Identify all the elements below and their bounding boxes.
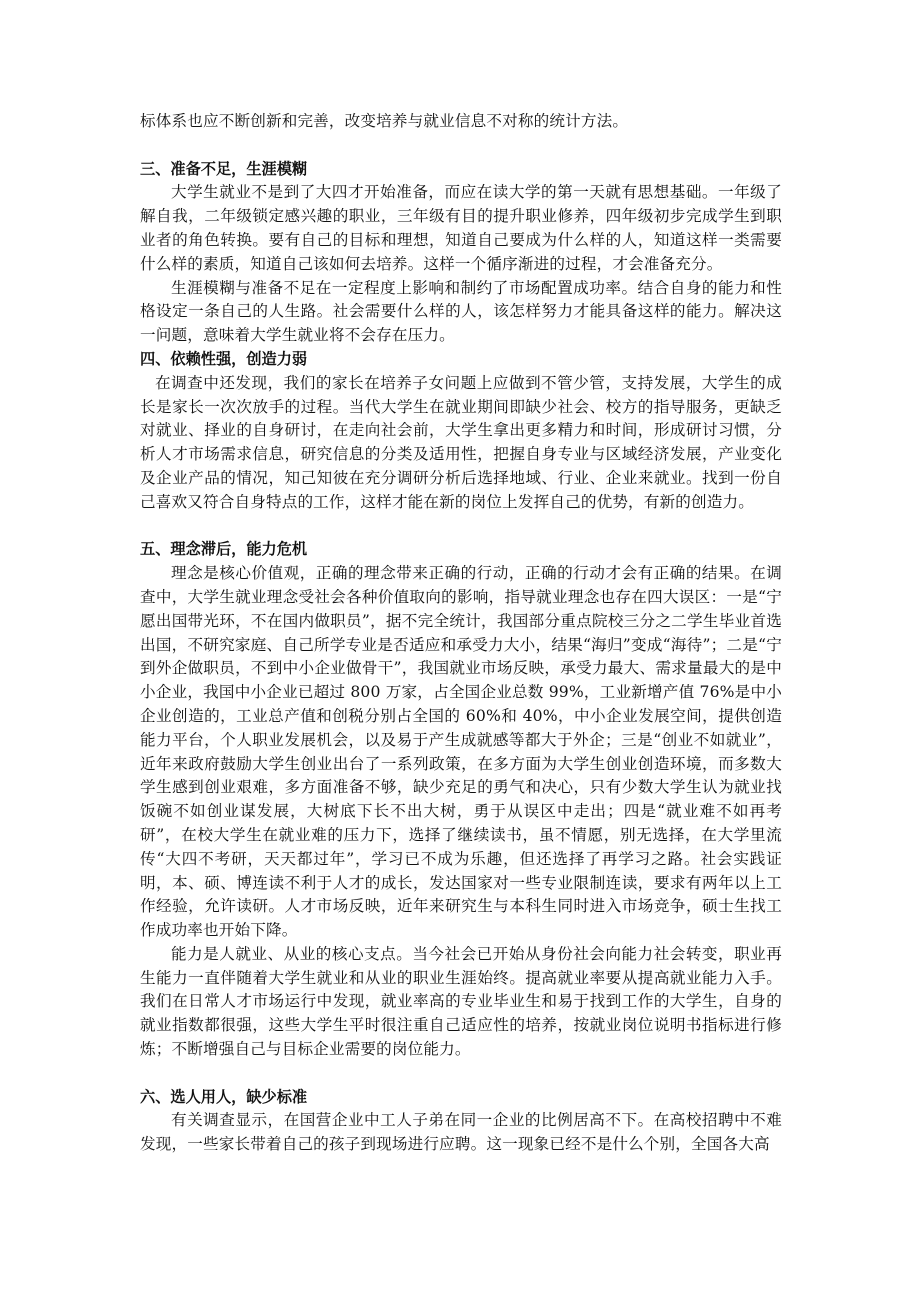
section-5-paragraph-2: 能力是人就业、从业的核心支点。当今社会已开始从身份社会向能力社会转变，职业再生能力一直伴随着大学生就业和从业的职业生涯始终。提高就业率要从提高就业能力入手。我们在日常人才市场运行中发现，就业率高的专业毕业生和易于找到工作的大学生，自身的就业指数都很强，这些大学生平时很注重自己适应性的培养，按就业岗位说明书指标进行修炼；不断增强自己与目标企业需要的岗位能力。 xyxy=(140,944,782,1059)
spacer xyxy=(140,515,782,539)
section-6-paragraph-1: 有关调查显示，在国营企业中工人子弟在同一企业的比例居高不下。在高校招聘中不难发现，一些家长带着自己的孩子到现场进行应聘。这一现象已经不是什么个别，全国各大高 xyxy=(140,1111,782,1154)
document-page xyxy=(140,110,782,1157)
section-5-heading: 五、理念滞后，能力危机 xyxy=(140,540,308,559)
intro-paragraph: 标体系也应不断创新和完善，改变培养与就业信息不对称的统计方法。 xyxy=(140,112,629,130)
section-5-paragraph-1: 理念是核心价值观，正确的理念带来正确的行动，正确的行动才会有正确的结果。在调查中，大学生就业理念受社会各种价值取向的影响，指导就业理念也存在四大误区：一是“宁愿出国带光环，不在国内做职员”，据不完全统计，我国部分重点院校三分之二学生毕业首选出国，不研究家庭、自己所学专业是否适应和承受力大小，结果“海归”变成“海待”；二是“宁到外企做职员，不到中小企业做骨干”，我国就业市场反映，承受力最大、需求量最大的是中小企业，我国中小企业已超过 800 万家，占全国企业总数 99%，工业新增产值 76%是中小企业创造的，工业总产值和创税分别占全国的 60%和 40%，中小企业发展空间，提供创造能力平台，个人职业发展机会，以及易于产生成就感等都大于外企；三是“创业不如就业”，近年来政府鼓励大学生创业出台了一系列政策，在多方面为大学生创业创造环境，而多数大学生感到创业艰难，多方面准备不够，缺少充足的勇气和决心，只有少数大学生认为就业找饭碗不如创业谋发展，大树底下长不出大树，勇于从误区中走出；四是“就业难不如再考研”，在校大学生在就业难的压力下，选择了继续读书，虽不情愿，别无选择，在大学里流传“大四不考研，天天都过年”，学习已不成为乐趣，但还选择了再学习之路。社会实践证明，本、硕、博连读不利于人才的成长，发达国家对一些专业限制连读，要求有两年以上工作经验，允许读研。人才市场反映，近年来研究生与本科生同时进入市场竞争，硕士生找工作成功率也开始下降。 xyxy=(140,564,782,940)
section-3-paragraph-1: 大学生就业不是到了大四才开始准备，而应在读大学的第一天就有思想基础。一年级了解自我，二年级锁定感兴趣的职业，三年级有目的提升职业修养，四年级初步完成学生到职业者的角色转换。要有自己的目标和理想，知道自己要成为什么样的人，知道这样一类需要什么样的素质，知道自己该如何去培养。这样一个循序渐进的过程，才会准备充分。 xyxy=(140,183,782,273)
section-3-heading: 三、准备不足，生涯模糊 xyxy=(140,159,308,178)
section-3-paragraph-2: 生涯模糊与准备不足在一定程度上影响和制约了市场配置成功率。结合自身的能力和性格设定一条自己的人生路。社会需要什么样的人，该怎样努力才能具备这样的能力。解决这一问题，意味着大学生就业将不会存在压力。 xyxy=(140,278,782,345)
section-4-paragraph-1: 在调查中还发现，我们的家长在培养子女问题上应做到不管少管，支持发展，大学生的成长是家长一次次放手的过程。当代大学生在就业期间即缺少社会、校方的指导服务，更缺乏对就业、择业的自身研讨，在走向社会前，大学生拿出更多精力和时间，形成研讨习惯，分析人才市场需求信息，研究信息的分类及适用性，把握自身专业与区域经济发展，产业变化及企业产品的情况，知己知彼在充分调研分析后选择地域、行业、企业来就业。找到一份自己喜欢又符合自身特点的工作，这样才能在新的岗位上发挥自己的优势，有新的创造力。 xyxy=(140,373,782,511)
spacer xyxy=(140,1062,782,1086)
spacer xyxy=(140,134,782,158)
section-4-heading: 四、依赖性强，创造力弱 xyxy=(140,349,308,368)
section-6-heading: 六、选人用人，缺少标准 xyxy=(140,1087,308,1106)
